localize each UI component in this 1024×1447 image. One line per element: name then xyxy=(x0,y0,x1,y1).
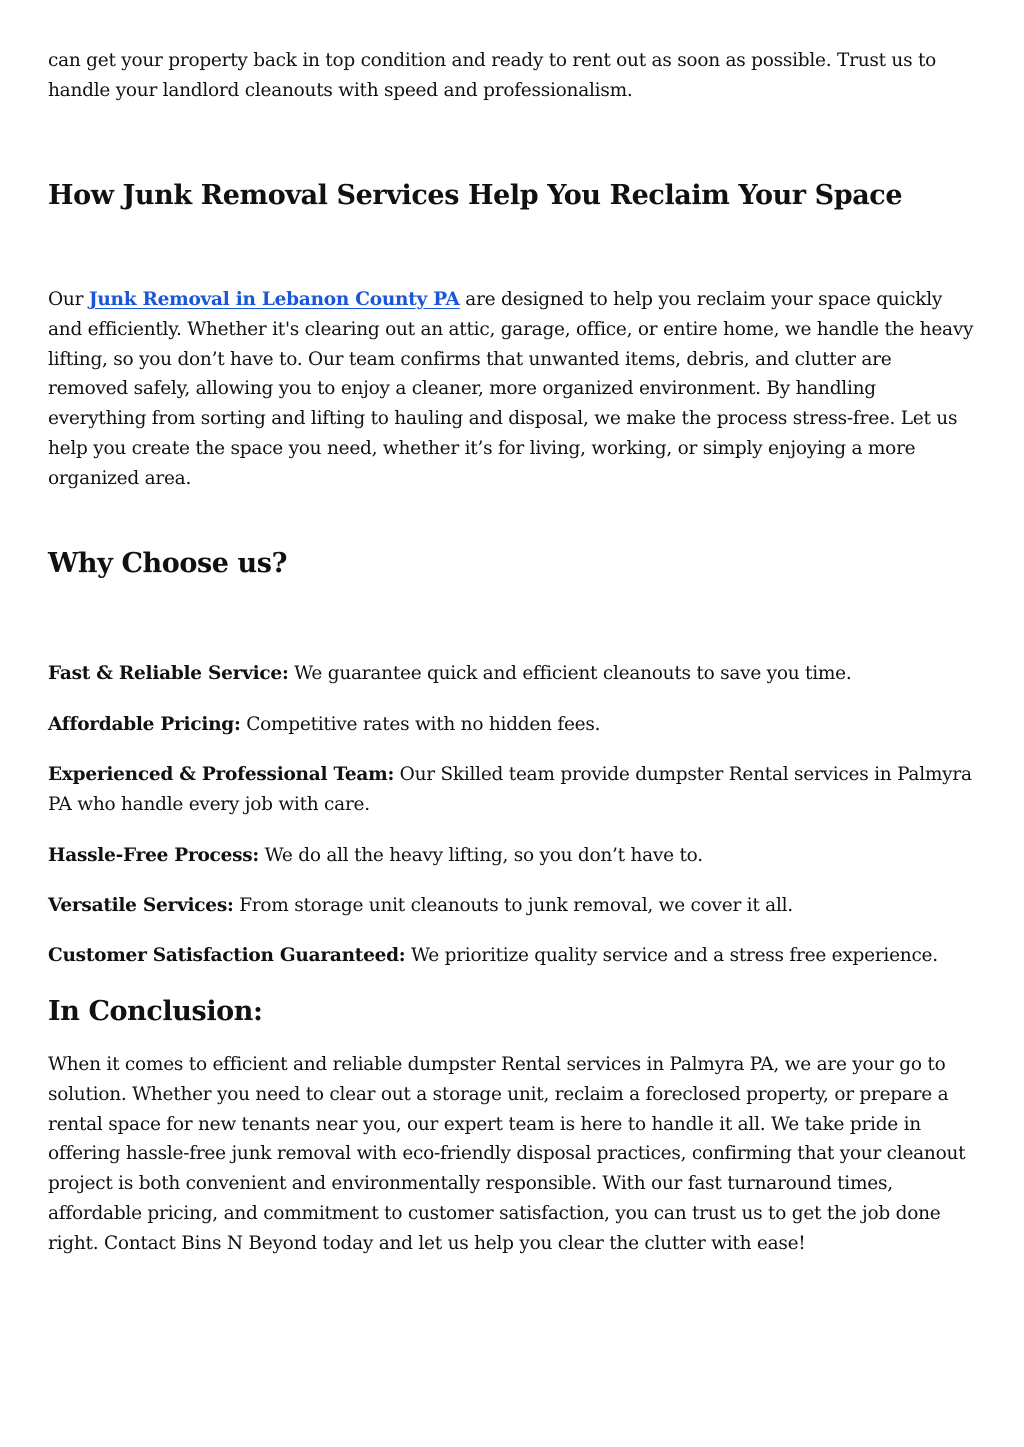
section-heading-why-choose: Why Choose us? xyxy=(48,548,288,579)
feature-item xyxy=(48,710,976,740)
feature-item xyxy=(48,760,976,820)
feature-item xyxy=(48,891,976,921)
feature-item xyxy=(48,841,976,871)
conclusion-paragraph: When it comes to efficient and reliable dumpster Rental services in Palmyra PA, we are your go to solution. Whether you need to clear out a storage unit, reclaim a foreclosed property, or prepare a rental space for new tenants near you, our expert team is here to handle it all. We take pride in offering hassle-free junk removal with eco-friendly disposal practices, confirming that your cleanout project is both convenient and environmentally responsible. With our fast turnaround times, affordable pricing, and commitment to customer satisfaction, you can trust us to get the job done right. Contact Bins N Beyond today and let us help you clear the clutter with ease! xyxy=(48,1054,966,1254)
feature-title: Experienced & Professional Team: xyxy=(48,764,395,785)
feature-text: From storage unit cleanouts to junk removal, we cover it all. xyxy=(233,895,793,916)
feature-title: Fast & Reliable Service: xyxy=(48,663,289,684)
reclaim-paragraph-prefix: Our xyxy=(48,289,89,310)
feature-title: Affordable Pricing: xyxy=(48,714,241,735)
intro-paragraph: can get your property back in top condition and ready to rent out as soon as possible. Trust us to handle your landlord cleanouts with speed and professionalism. xyxy=(48,50,937,101)
reclaim-paragraph xyxy=(48,285,976,494)
feature-text: We prioritize quality service and a stress free experience. xyxy=(405,945,938,966)
feature-text: Our Skilled team provide dumpster Rental services in Palmyra PA who handle every job with care. xyxy=(48,764,972,815)
junk-removal-lebanon-link[interactable]: Junk Removal in Lebanon County PA xyxy=(88,289,460,310)
feature-title: Hassle-Free Process: xyxy=(48,845,260,866)
feature-text: We guarantee quick and efficient cleanouts to save you time. xyxy=(288,663,852,684)
feature-text: We do all the heavy lifting, so you don’t have to. xyxy=(259,845,703,866)
feature-item xyxy=(48,941,976,971)
feature-text: Competitive rates with no hidden fees. xyxy=(240,714,601,735)
feature-title: Customer Satisfaction Guaranteed: xyxy=(48,945,406,966)
feature-title: Versatile Services: xyxy=(48,895,234,916)
feature-item xyxy=(48,659,976,689)
section-heading-reclaim: How Junk Removal Services Help You Reclaim Your Space xyxy=(48,180,903,211)
section-heading-conclusion: In Conclusion: xyxy=(48,996,263,1027)
reclaim-paragraph-body: are designed to help you reclaim your space quickly and efficiently. Whether it's clearing out an attic, garage, office, or entire home, we handle the heavy lifting, so you don’t have to. Our team confirms that unwanted items, debris, and clutter are removed safely, allowing you to enjoy a cleaner, more organized environment. By handling everything from sorting and lifting to hauling and disposal, we make the process stress-free. Let us help you create the space you need, whether it’s for living, working, or simply enjoying a more organized area. xyxy=(48,289,974,489)
